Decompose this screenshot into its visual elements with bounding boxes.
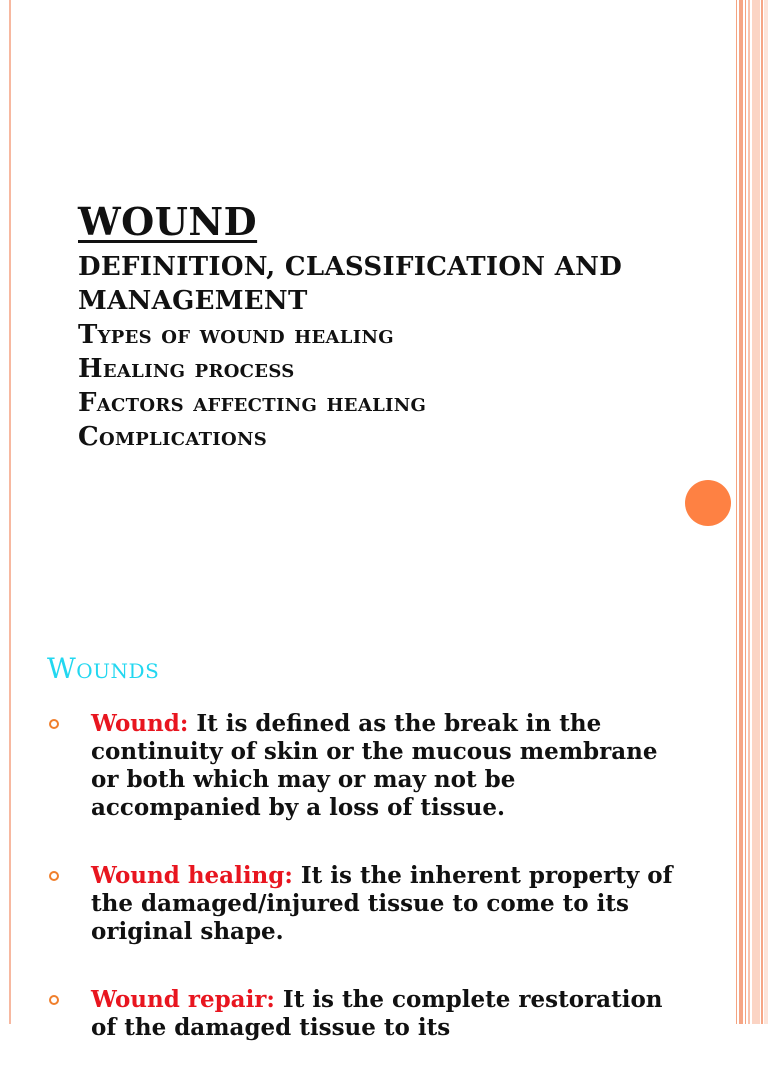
slide-wounds <box>0 624 768 1041</box>
list-item <box>46 710 686 822</box>
right-border-stripe <box>748 624 750 1024</box>
left-border-line <box>9 0 11 624</box>
bullet-ring-icon <box>49 995 59 1005</box>
section-heading: Wounds <box>47 652 160 685</box>
bullet-list <box>46 710 686 1082</box>
bullet-term: Wound healing: <box>91 862 293 889</box>
topic-line: Healing process <box>78 354 295 384</box>
right-border-stripe <box>761 624 763 1024</box>
right-border-stripe <box>764 0 768 624</box>
right-border-stripe <box>761 0 763 624</box>
right-border-stripe <box>745 0 746 624</box>
right-border-stripe <box>736 0 737 624</box>
list-item <box>46 862 686 946</box>
subtitle-line: MANAGEMENT <box>78 286 308 316</box>
topic-line: Factors affecting healing <box>78 388 427 418</box>
bullet-ring-icon <box>49 719 59 729</box>
bullet-text: It is the inherent property of the damaged/injured tissue to come to its original shape. <box>91 862 673 945</box>
right-border-stripe <box>764 624 768 1024</box>
list-item <box>46 986 686 1042</box>
right-border-stripe <box>745 624 746 1024</box>
bullet-text: It is defined as the break in the continuity of skin or the mucous membrane or both which may or may not be accompanied by a loss of tissue. <box>91 710 658 821</box>
bullet-term: Wound repair: <box>91 986 275 1013</box>
bullet-ring-icon <box>49 871 59 881</box>
right-border-stripe <box>752 624 760 1024</box>
title-block <box>78 198 718 454</box>
subtitle-line: DEFINITION, CLASSIFICATION AND <box>78 252 623 282</box>
orange-circle-decoration <box>685 480 731 526</box>
right-border-stripe <box>752 0 760 624</box>
left-border-line <box>9 624 11 1024</box>
right-border-stripe <box>736 624 737 1024</box>
bullet-text: It is the complete restoration of the damaged tissue to its <box>91 986 663 1041</box>
bullet-term: Wound: <box>91 710 189 737</box>
right-border-stripe <box>748 0 750 624</box>
topic-line: Types of wound healing <box>78 320 394 350</box>
right-border-stripe <box>739 624 743 1024</box>
slide-title-text: WOUND <box>78 199 258 244</box>
topic-line: Complications <box>78 422 268 452</box>
right-border-stripe <box>739 0 743 624</box>
